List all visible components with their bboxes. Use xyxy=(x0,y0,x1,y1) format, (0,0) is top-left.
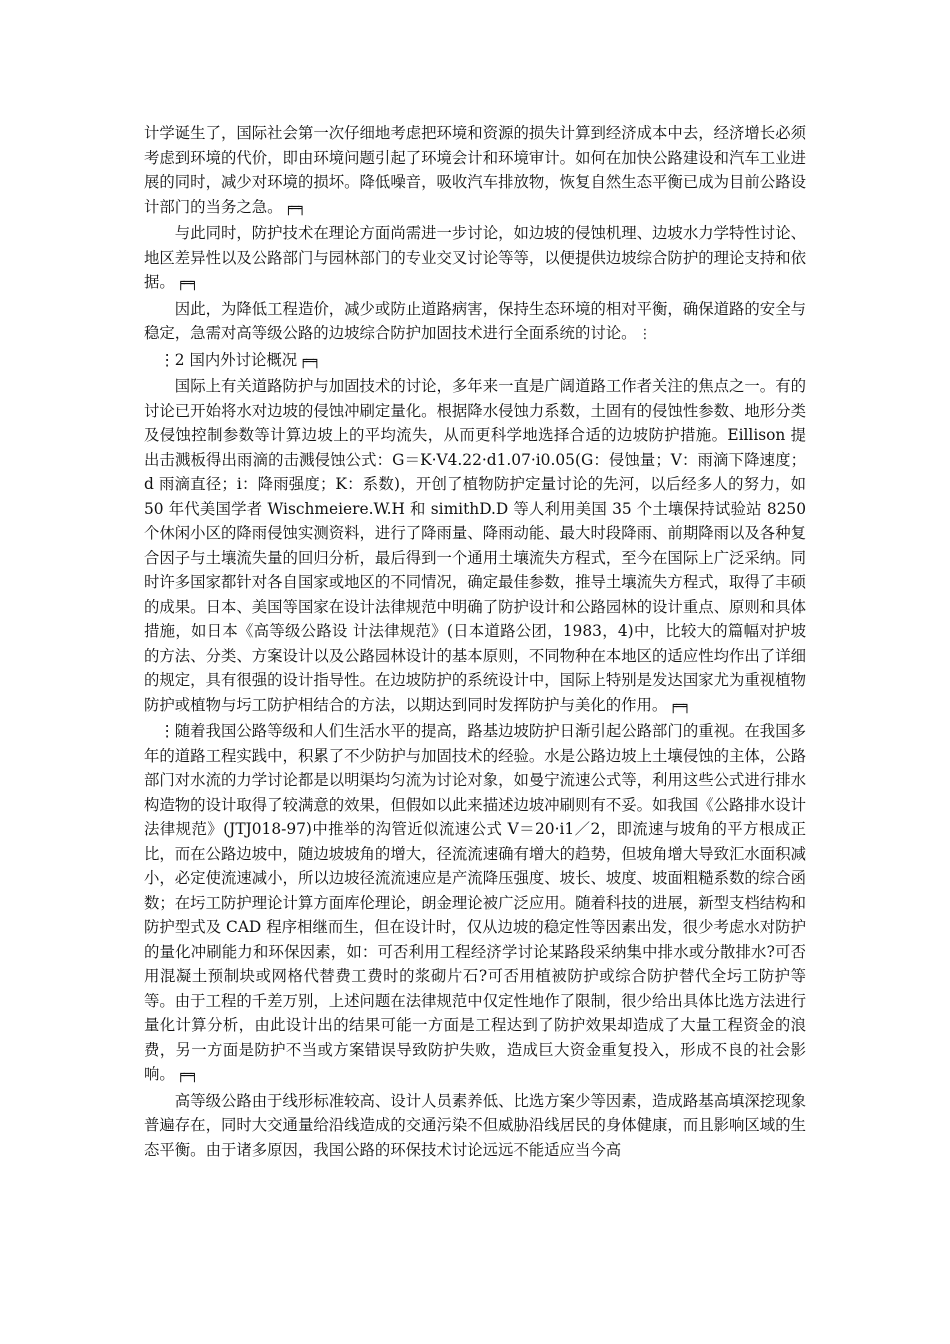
section-heading-text: ⋮2 国内外讨论概况 xyxy=(159,350,298,369)
paragraph-end-mark: ╒═╕ xyxy=(299,353,320,369)
paragraph-end-mark: ╒═╕ xyxy=(176,276,198,291)
paragraph-text: 与此同时，防护技术在理论方面尚需进一步讨论，如边坡的侵蚀机理、边坡水力学特性讨论、地区差异性以及公路部门与园林部门的专业交叉讨论等等，以便提供边坡综合防护的理论支持和依据。 xyxy=(144,224,806,291)
paragraph-end-mark xyxy=(621,1144,623,1159)
paragraph-end-mark: ╒═╕ xyxy=(669,698,690,714)
paragraph-end-mark: ╒═╕ xyxy=(176,1068,198,1083)
paragraph-environment-cost xyxy=(144,121,806,221)
paragraph-text: 计学诞生了，国际社会第一次仔细地考虑把环境和资源的损失计算到经济成本中去，经济增长必须考虑到环境的代价，即由环境问题引起了环境会计和环境审计。如何在加快公路建设和汽车工业进展的同时，减少对环境的损坏。降低噪音，吸收汽车排放物，恢复自然生态平衡已成为目前公路设计部门的当务之急。 xyxy=(144,124,806,216)
paragraph-highway xyxy=(144,1089,806,1165)
paragraph-conclusion xyxy=(144,297,806,348)
paragraph-text: ⋮随着我国公路等级和人们生活水平的提高，路基边坡防护日渐引起公路部门的重视。在我国多年的道路工程实践中，积累了不少防护与加固技术的经验。水是公路边坡上土壤侵蚀的主体，公路部门对水流的力学讨论都是以明渠均匀流为讨论对象，如曼宁流速公式等，利用这些公式进行排水构造物的设计取得了较满意的效果，但假如以此来描述边坡冲刷则有不妥。如我国《公路排水设计法律规范》(JTJ018-97)中推举的沟管近似流速公式 V＝20·i1／2，即流速与坡角的平方根成正比，而在公路边坡中，随边坡坡角的增大，径流流速确有增大的趋势，但坡角增大导致汇水面积减小，必定使流速减小，所以边坡径流流速应是产流降压强度、坡长、坡度、坡面粗糙系数的综合函数；在圬工防护理论计算方面库伦理论，朗金理论被广泛应用。随着科技的进展，新型支档结构和防护型式及 CAD 程序相继而生，但在设计时，仅从边坡的稳定性等因素出发，很少考虑水对防护的量化冲刷能力和环保因素，如：可否利用工程经济学讨论某路段采纳集中排水或分散排水?可否用混凝土预制块或网格代替费工费时的浆砌片石?可否用植被防护或综合防护替代全圬工防护等等。由于工程的千差万别，上述问题在法律规范中仅定性地作了限制，很少给出具体比选方法进行量化计算分析，由此设计出的结果可能一方面是工程达到了防护效果却造成了大量工程资金的浪费，另一方面是防护不当或方案错误导致防护失败，造成巨大资金重复投入，形成不良的社会影响。 xyxy=(144,722,806,1083)
paragraph-text: 高等级公路由于线形标准较高、设计人员素养低、比选方案少等因素，造成路基高填深挖现象普遍存在，同时大交通量给沿线造成的交通污染不但威胁沿线居民的身体健康，而且影响区域的生态平衡。由于诸多原因，我国公路的环保技术讨论远远不能适应当今高 xyxy=(144,1091,806,1159)
paragraph-text: 因此，为降低工程造价，减少或防止道路病害，保持生态环境的相对平衡，确保道路的安全与稳定，急需对高等级公路的边坡综合防护加固技术进行全面系统的讨论。 xyxy=(144,299,806,342)
paragraph-end-mark: ╒═╕ xyxy=(284,200,306,216)
section-heading xyxy=(144,348,806,375)
document-page xyxy=(144,121,806,1164)
paragraph-international xyxy=(144,374,806,719)
paragraph-domestic xyxy=(144,719,806,1089)
paragraph-theory xyxy=(144,221,806,297)
paragraph-end-mark: ⋮ xyxy=(638,327,651,342)
paragraph-text: 国际上有关道路防护与加固技术的讨论，多年来一直是广阔道路工作者关注的焦点之一。有的讨论已开始将水对边坡的侵蚀冲刷定量化。根据降水侵蚀力系数，土固有的侵蚀性参数、地形分类及侵蚀控制参数等计算边坡上的平均流失，从而更科学地选择合适的边坡防护措施。Eillison 提出击溅板得出雨滴的击溅侵蚀公式：G＝K·V4.22·d1.07·i0.05(G：侵蚀量；V：雨滴下降速度；d 雨滴直径；i：降雨强度；K：系数)，开创了植物防护定量讨论的先河，以后经多人的努力，如 50 年代美国学者 Wischmeiere.W.H 和 simithD.D 等人利用美国 35 个土壤保持试验站 8250 个休闲小区的降雨侵蚀实测资料，进行了降雨量、降雨动能、最大时段降雨、前期降雨以及各种复合因子与土壤流失量的回归分析，最后得到一个通用土壤流失方程式，至今在国际上广泛采纳。同时许多国家都针对各自国家或地区的不同情况，确定最佳参数，推导土壤流失方程式，取得了丰硕的成果。日本、美国等国家在设计法律规范中明确了防护设计和公路园林的设计重点、原则和具体措施，如日本《高等级公路设 计法律规范》(日本道路公团，1983，4)中，比较大的篇幅对护坡的方法、分类、方案设计以及公路园林设计的基本原则，不同物种在本地区的适应性均作出了详细的规定，具有很强的设计指导性。在边坡防护的系统设计中，国际上特别是发达国家尤为重视植物防护或植物与圬工防护相结合的方法，以期达到同时发挥防护与美化的作用。 xyxy=(144,377,806,714)
